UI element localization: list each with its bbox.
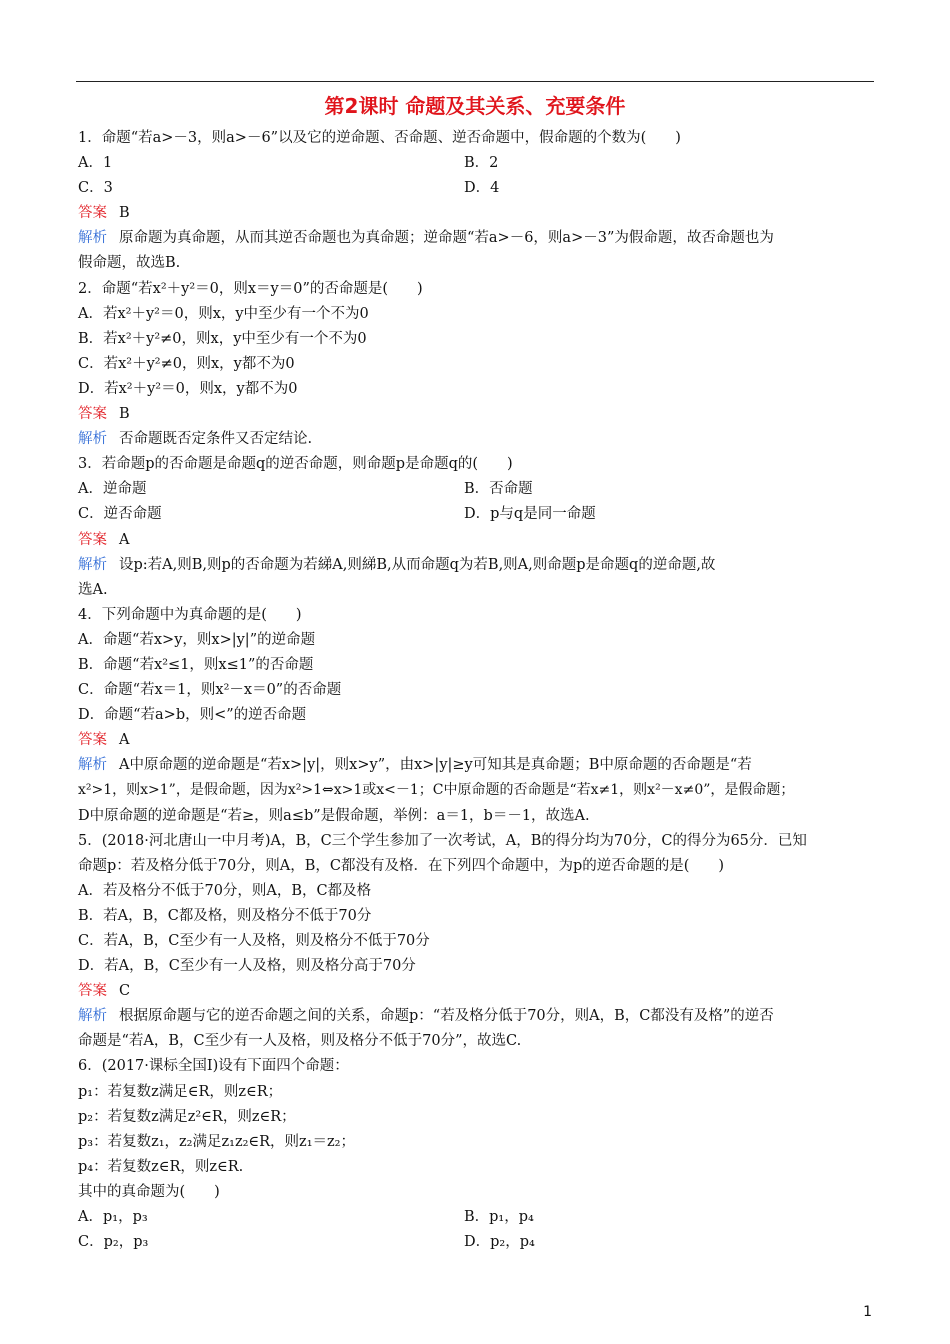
q6-options-ab (78, 1205, 878, 1230)
q6-stem: 6．(2017·课标全国Ⅰ)设有下面四个命题： (78, 1058, 349, 1075)
q2-answer-value: B (119, 406, 130, 423)
q1-option-c: C．3 (78, 180, 113, 197)
q1-options-ab (78, 151, 878, 176)
q6-p1: p₁：若复数z满足∈R，则z∈R； (78, 1083, 283, 1100)
analysis-label: 解析 (78, 1008, 107, 1025)
q5-option-c: C．若A，B，C至少有一人及格，则及格分不低于70分 (78, 933, 430, 949)
header-rule (76, 81, 874, 82)
q3-option-c: C．逆否命题 (78, 506, 162, 523)
q1-analysis-line1 (78, 226, 878, 251)
q5-stem-line2: 命题p：若及格分低于70分，则A，B，C都没有及格．在下列四个命题中，为p的逆否命题的是( ) (78, 857, 725, 874)
q5-analysis-text1: 根据原命题与它的逆否命题之间的关系，命题p：“若及格分低于70分，则A，B，C都没有及格”的逆否 (119, 1008, 774, 1025)
q4-analysis-text1: A中原命题的逆命题是“若x>|y|，则x>y”，由x>|y|≥y可知其是真命题；B中原命题的否命题是“若 (119, 757, 752, 774)
page-number: 1 (863, 1304, 872, 1320)
q4-option-a: A．命题“若x>y，则x>|y|”的逆命题 (78, 631, 316, 648)
q4-analysis-line2: x²>1，则x>1”，是假命题，因为x²>1⇔x>1或x<－1；C中原命题的否命题是“若x≠1，则x²－x≠0”，是假命题； (78, 782, 795, 799)
q5-option-d: D．若A，B，C至少有一人及格，则及格分高于70分 (78, 958, 416, 975)
q5-option-b: B．若A，B，C都及格，则及格分不低于70分 (78, 907, 372, 924)
q4-option-c: C．命题“若x＝1，则x²－x＝0”的否命题 (78, 682, 342, 699)
q1-option-a: A．1 (78, 155, 113, 172)
q5-analysis-line2: 命题是“若A，B，C至少有一人及格，则及格分不低于70分”，故选C. (78, 1033, 522, 1050)
answer-label: 答案 (78, 406, 107, 423)
answer-label: 答案 (78, 983, 107, 1000)
q3-option-d: D．p与q是同一命题 (464, 506, 596, 523)
q6-ask: 其中的真命题为( ) (78, 1183, 220, 1200)
q1-analysis-line2: 假命题，故选B. (78, 255, 181, 272)
q4-stem: 4．下列命题中为真命题的是( ) (78, 606, 302, 623)
q3-options-cd (78, 502, 878, 527)
q4-option-d: D．命题“若a>b，则<”的逆否命题 (78, 707, 307, 724)
q4-answer (78, 728, 878, 753)
analysis-label: 解析 (78, 757, 107, 774)
q5-analysis-line1 (78, 1004, 878, 1029)
analysis-label: 解析 (78, 230, 107, 247)
q5-answer-value: C (119, 983, 131, 1000)
q1-stem: 1．命题“若a>－3，则a>－6”以及它的逆命题、否命题、逆否命题中，假命题的个数为( ) (78, 130, 681, 146)
answer-label: 答案 (78, 531, 107, 548)
q2-analysis-text: 否命题既否定条件又否定结论. (119, 431, 313, 448)
q1-option-d: D．4 (464, 180, 500, 197)
q3-analysis-line1 (78, 553, 878, 578)
q5-option-a: A．若及格分不低于70分，则A，B，C都及格 (78, 882, 372, 899)
q6-option-c: C．p₂，p₃ (78, 1234, 149, 1251)
q2-analysis (78, 427, 878, 452)
q3-analysis-line2: 选A. (78, 581, 108, 598)
analysis-label: 解析 (78, 431, 107, 448)
q3-analysis-text1: 设p:若A,则B,则p的否命题为若綈A,则綈B,从而命题q为若B,则A,则命题p是命题q的逆命题,故 (119, 556, 716, 573)
answer-label: 答案 (78, 205, 107, 222)
page-title: 第2课时 命题及其关系、充要条件 (324, 94, 626, 118)
q1-answer (78, 201, 878, 226)
q3-option-b: B．否命题 (464, 481, 533, 498)
q5-stem-line1: 5．(2018·河北唐山一中月考)A，B，C三个学生参加了一次考试，A，B的得分均为70分，C的得分为65分．已知 (78, 832, 807, 849)
q3-stem: 3．若命题p的否命题是命题q的逆否命题，则命题p是命题q的( ) (78, 456, 513, 473)
document-body (78, 126, 878, 1255)
q2-stem: 2．命题“若x²＋y²＝0，则x＝y＝0”的否命题是( ) (78, 280, 423, 297)
q4-answer-value: A (119, 732, 130, 749)
q2-option-a: A．若x²＋y²＝0，则x，y中至少有一个不为0 (78, 305, 369, 322)
q4-analysis-line1 (78, 753, 878, 778)
q4-option-b: B．命题“若x²≤1，则x≤1”的否命题 (78, 656, 314, 673)
q3-option-a: A．逆命题 (78, 481, 147, 498)
q6-option-b: B．p₁，p₄ (464, 1209, 534, 1226)
q3-options-ab (78, 477, 878, 502)
q1-option-b: B．2 (464, 155, 499, 172)
q2-option-b: B．若x²＋y²≠0，则x，y中至少有一个不为0 (78, 330, 367, 347)
q4-analysis-line3: D中原命题的逆命题是“若≥，则a≤b”是假命题，举例：a＝1，b＝－1，故选A. (78, 807, 590, 824)
q6-p3: p₃：若复数z₁，z₂满足z₁z₂∈R，则z₁＝z₂； (78, 1133, 355, 1150)
q6-p4: p₄：若复数z∈R，则z∈R. (78, 1158, 244, 1175)
q1-analysis-text1: 原命题为真命题，从而其逆否命题也为真命题；逆命题“若a>－6，则a>－3”为假命题，故否命题也为 (119, 230, 774, 247)
q2-answer (78, 402, 878, 427)
q6-p2: p₂：若复数z满足z²∈R，则z∈R； (78, 1108, 296, 1125)
answer-label: 答案 (78, 732, 107, 749)
q3-answer-value: A (119, 531, 130, 548)
q2-option-c: C．若x²＋y²≠0，则x，y都不为0 (78, 355, 295, 372)
q1-answer-value: B (119, 205, 130, 222)
q1-options-cd (78, 176, 878, 201)
q3-answer (78, 528, 878, 553)
q6-option-d: D．p₂，p₄ (464, 1234, 535, 1251)
q2-option-d: D．若x²＋y²＝0，则x，y都不为0 (78, 380, 298, 397)
q6-options-cd (78, 1230, 878, 1255)
q5-answer (78, 979, 878, 1004)
q6-option-a: A．p₁，p₃ (78, 1209, 148, 1226)
analysis-label: 解析 (78, 556, 107, 573)
